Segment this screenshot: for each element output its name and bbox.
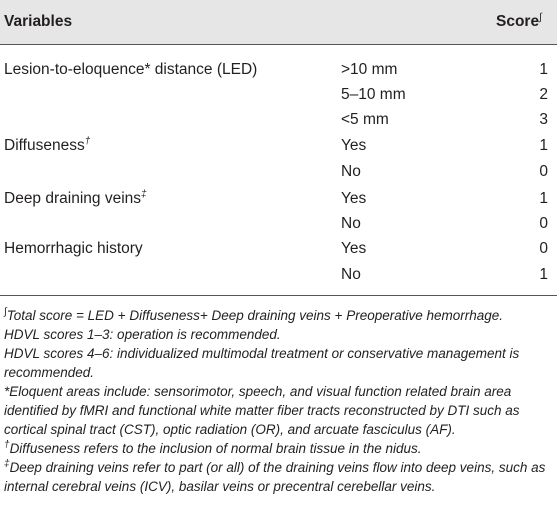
footnote-deep-veins-mark: ‡	[4, 458, 10, 470]
row-score: 0	[539, 163, 548, 180]
row-level: No	[341, 215, 361, 232]
row-score: 3	[539, 111, 548, 128]
row-variable: Hemorrhagic history	[4, 240, 143, 257]
row-level: 5–10 mm	[341, 86, 406, 103]
row-level: Yes	[341, 190, 367, 207]
footnote-total-mark: ∫	[4, 306, 7, 318]
row-level: <5 mm	[341, 111, 389, 128]
row-variable: Lesion-to-eloquence* distance (LED)	[4, 61, 258, 78]
row-variable-mark: ‡	[141, 188, 147, 200]
header-score	[496, 13, 542, 31]
row-variable	[4, 190, 147, 208]
row-variable	[4, 137, 90, 155]
row-level: >10 mm	[341, 61, 398, 78]
footnote-hdvl-1-3: HDVL scores 1–3: operation is recommended.	[4, 327, 281, 342]
header-rule	[0, 44, 557, 45]
footnote-diffuseness	[4, 439, 554, 458]
header-variables: Variables	[4, 13, 73, 30]
footnote-hdvl-4-6: HDVL scores 4–6: individualized multimodal treatment or conservative management is recommended.	[4, 346, 520, 380]
row-score: 0	[539, 240, 548, 257]
footnote-deep-veins-text: Deep draining veins refer to part (or all) of the draining veins flow into deep veins, such as internal cerebral veins (ICV), basilar veins or precentral cerebellar veins.	[4, 460, 546, 494]
footnote-diffuseness-text: Diffuseness refers to the inclusion of normal brain tissue in the nidus.	[9, 441, 422, 456]
row-variable-label: Diffuseness	[4, 137, 85, 154]
row-level: Yes	[341, 137, 367, 154]
row-score: 1	[539, 61, 548, 78]
table-header	[0, 0, 557, 44]
footnote-diffuseness-mark: †	[4, 439, 10, 451]
row-score: 2	[539, 86, 548, 103]
row-level: No	[341, 266, 361, 283]
row-variable-label: Deep draining veins	[4, 190, 142, 207]
row-score: 1	[539, 266, 548, 283]
footnote-eloquent: *Eloquent areas include: sensorimotor, speech, and visual function related brain area identified by fMRI and functional white matter fiber tracts reconstructed by DTI such as cortical spinal tract (CST), optic radiation (OR), and arcuate fasciculus (AF).	[4, 384, 520, 437]
row-score: 1	[539, 190, 548, 207]
footnote-deep-veins	[4, 458, 554, 496]
row-variable-mark: †	[84, 135, 91, 147]
header-score-label: Score	[496, 13, 540, 30]
table-bottom-rule	[0, 295, 557, 296]
footnote-total-text: Total score = LED + Diffuseness+ Deep draining veins + Preoperative hemorrhage.	[6, 308, 504, 323]
footnote-total	[4, 306, 554, 325]
row-level: Yes	[341, 240, 367, 257]
header-score-mark: ∫	[539, 11, 542, 23]
row-score: 0	[539, 215, 548, 232]
row-level: No	[341, 163, 361, 180]
row-score: 1	[539, 137, 548, 154]
